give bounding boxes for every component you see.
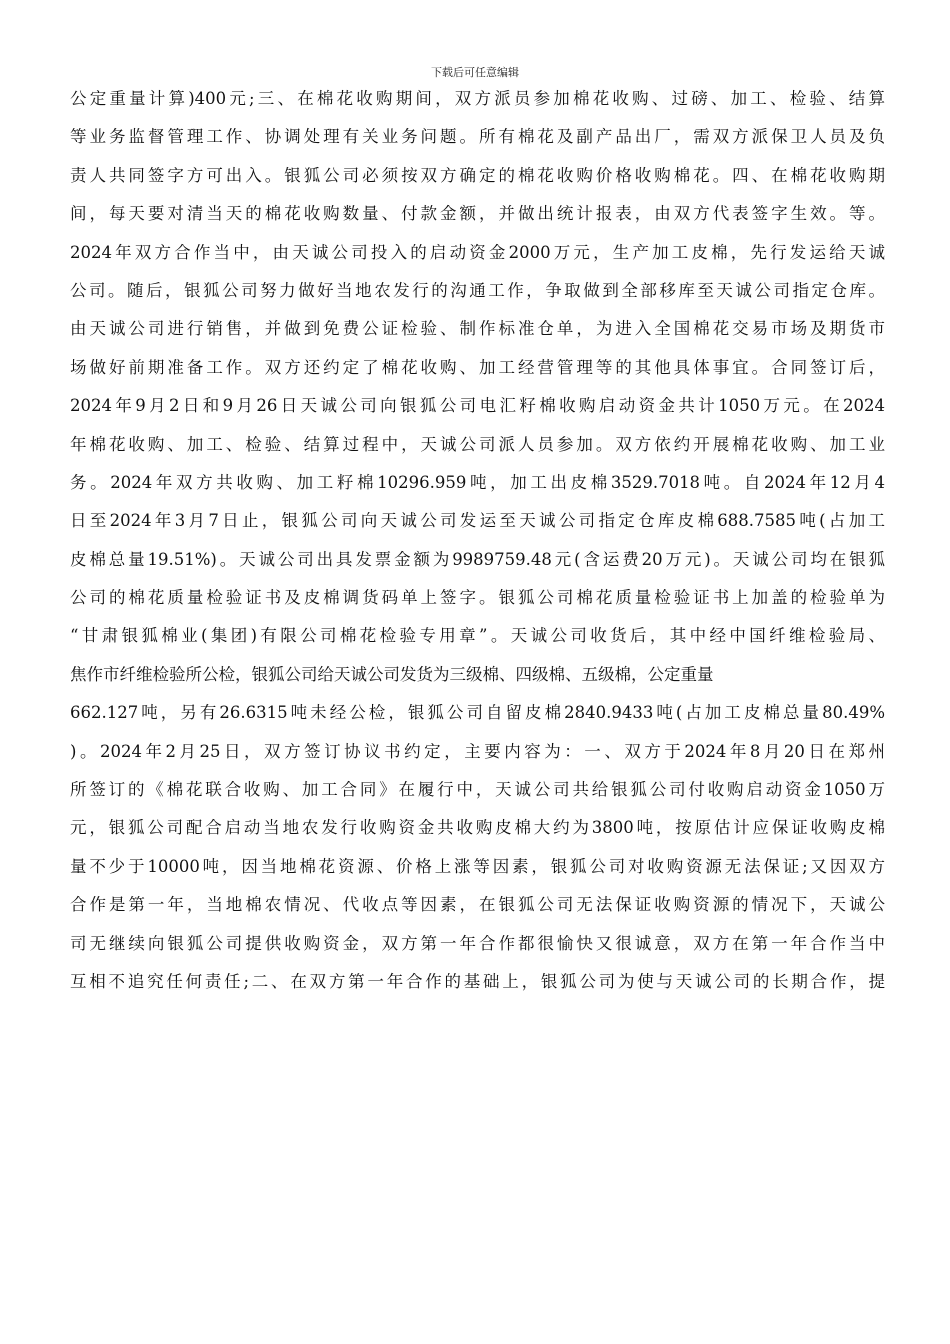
text-line: 元，银狐公司配合启动当地农发行收购资金共收购皮棉大约为3800吨，按原估计应保证收购皮棉 xyxy=(70,818,885,838)
text-line: 合作是第一年，当地棉农情况、代收点等因素，在银狐公司无法保证收购资源的情况下，天诚公 xyxy=(70,895,885,915)
text-line: 公司的棉花质量检验证书及皮棉调货码单上签字。银狐公司棉花质量检验证书上加盖的检验单为 xyxy=(70,588,885,608)
text-line: 2024年9月2日和9月26日天诚公司向银狐公司电汇籽棉收购启动资金共计1050万元。在2024 xyxy=(70,396,885,416)
text-line: 2024年双方合作当中，由天诚公司投入的启动资金2000万元，生产加工皮棉，先行发运给天诚 xyxy=(70,242,885,262)
text-line: 公定重量计算)400元;三、在棉花收购期间，双方派员参加棉花收购、过磅、加工、检验、结算 xyxy=(70,89,885,108)
text-line: 年棉花收购、加工、检验、结算过程中，天诚公司派人员参加。双方依约开展棉花收购、加工业 xyxy=(70,434,885,454)
text-line: 所签订的《棉花联合收购、加工合同》在履行中，天诚公司共给银狐公司付收购启动资金1050万 xyxy=(70,780,885,800)
text-line: 量不少于10000吨，因当地棉花资源、价格上涨等因素，银狐公司对收购资源无法保证;又因双方 xyxy=(70,856,885,876)
text-line: “甘肃银狐棉业(集团)有限公司棉花检验专用章”。天诚公司收货后，其中经中国纤维检验局、 xyxy=(70,626,885,646)
text-line: 由天诚公司进行销售，并做到免费公证检验、制作标准仓单，为进入全国棉花交易市场及期货市 xyxy=(70,319,885,339)
text-line: 焦作市纤维检验所公检，银狐公司给天诚公司发货为三级棉、四级棉、五级棉，公定重量 xyxy=(70,664,714,684)
text-line: 日至2024年3月7日止，银狐公司向天诚公司发运至天诚公司指定仓库皮棉688.7585吨(占加工 xyxy=(70,511,885,531)
text-line: 662.127吨，另有26.6315吨未经公检，银狐公司自留皮棉2840.9433吨(占加工皮棉总量80.49% xyxy=(70,703,885,723)
text-line: 责人共同签字方可出入。银狐公司必须按双方确定的棉花收购价格收购棉花。四、在棉花收购期 xyxy=(70,165,885,185)
text-line: 公司。随后，银狐公司努力做好当地农发行的沟通工作，争取做到全部移库至天诚公司指定仓库。 xyxy=(70,280,885,300)
text-line: 互相不追究任何责任;二、在双方第一年合作的基础上，银狐公司为使与天诚公司的长期合作，提 xyxy=(70,971,885,991)
text-line: 等业务监督管理工作、协调处理有关业务问题。所有棉花及副产品出厂，需双方派保卫人员及负 xyxy=(70,127,885,147)
text-line: 间，每天要对清当天的棉花收购数量、付款金额，并做出统计报表，由双方代表签字生效。等。 xyxy=(70,204,885,224)
body-text xyxy=(70,80,885,1001)
text-line: 皮棉总量19.51%)。天诚公司出具发票金额为9989759.48元(含运费20万元)。天诚公司均在银狐 xyxy=(70,549,885,569)
header-note: 下载后可任意编辑 xyxy=(431,66,519,79)
text-line: 司无继续向银狐公司提供收购资金，双方第一年合作都很愉快又很诚意，双方在第一年合作当中 xyxy=(70,933,885,953)
text-line: 务。2024年双方共收购、加工籽棉10296.959吨，加工出皮棉3529.7018吨。自2024年12月4 xyxy=(70,472,885,492)
text-line: )。2024年2月25日，双方签订协议书约定，主要内容为：一、双方于2024年8月20日在郑州 xyxy=(70,741,885,761)
text-line: 场做好前期准备工作。双方还约定了棉花收购、加工经营管理等的其他具体事宜。合同签订后， xyxy=(70,357,885,377)
